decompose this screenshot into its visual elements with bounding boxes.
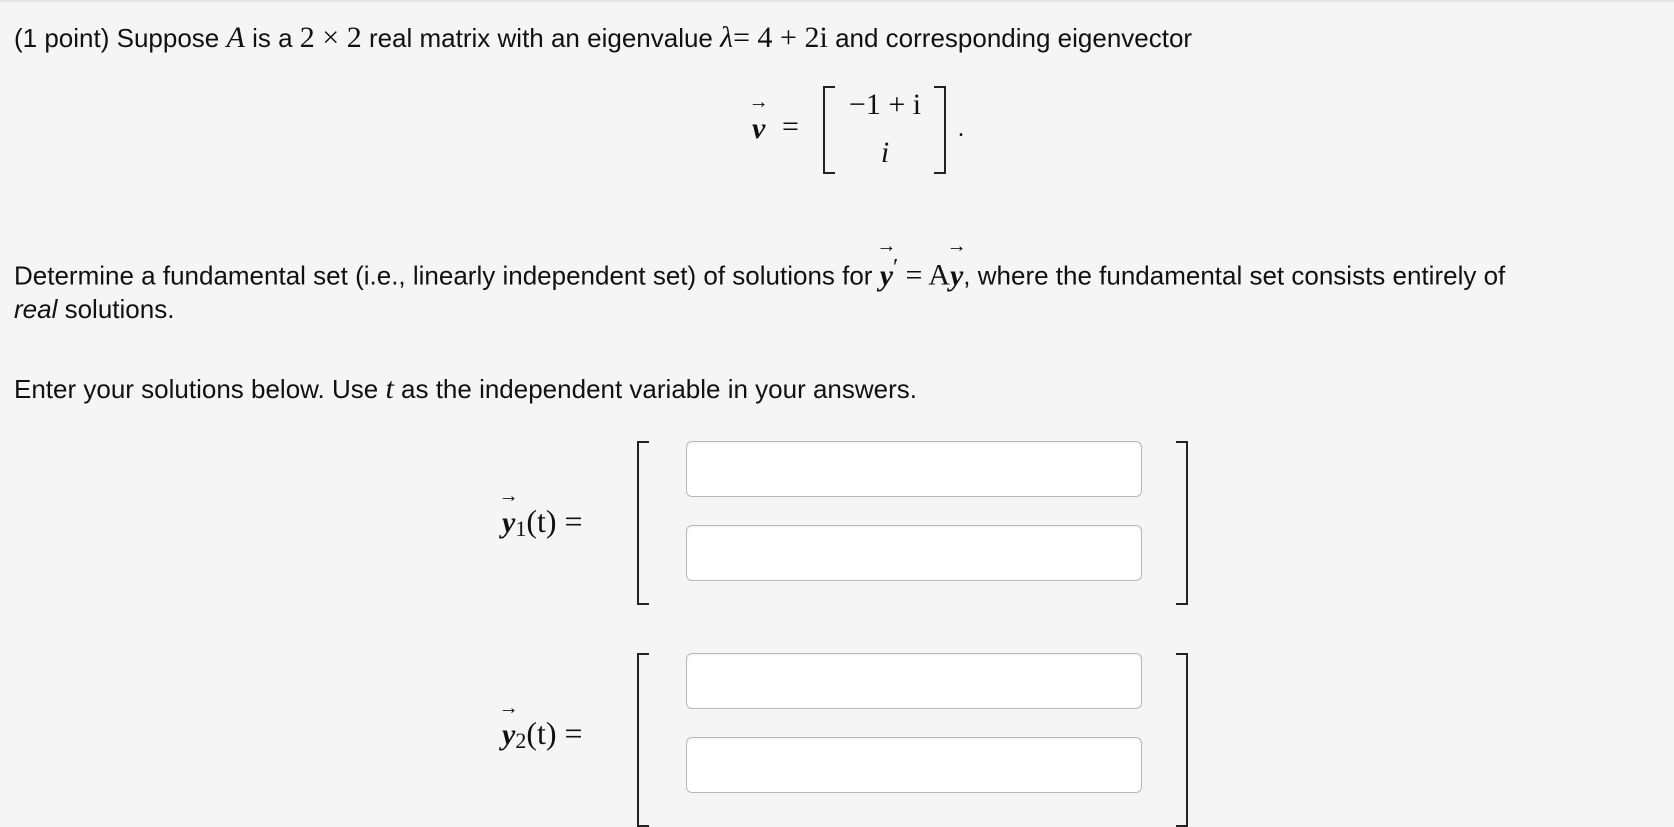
solution-2-right-bracket: [1176, 653, 1188, 827]
solution-2-entry-2-input[interactable]: [686, 737, 1142, 793]
vector-arrow-icon: →: [748, 91, 769, 113]
solution-2-label: → y2(t) =: [498, 697, 583, 753]
top-border: [0, 0, 1674, 2]
solution-1-right-bracket: [1176, 441, 1188, 605]
determine-paragraph-line2: real solutions.: [14, 294, 175, 324]
vector-arrow-icon: →: [876, 234, 897, 257]
points-label: (1 point): [14, 23, 110, 53]
equals-sign: =: [782, 110, 799, 143]
period: .: [958, 116, 964, 142]
solution-1-left-bracket: [637, 441, 649, 605]
y-vector-symbol: → y: [946, 234, 967, 292]
vector-entry-2: i: [880, 136, 890, 169]
determine-paragraph: Determine a fundamental set (i.e., linearly independent set) of solutions for → y′ = A → y, where the fundamental set consists entirely of: [14, 248, 1505, 296]
solution-2-entry-1-input[interactable]: [686, 653, 1142, 709]
solution-1-label: → y1(t) =: [498, 485, 583, 541]
problem-statement: (1 point) Suppose A is a 2 × 2 real matrix with an eigenvalue λ= 4 + 2i and corresponding eigenvector: [14, 21, 1193, 54]
solution-2-left-bracket: [637, 653, 649, 827]
y-vector-symbol: → y: [876, 234, 897, 292]
matrix-dims: 2 × 2: [299, 21, 362, 54]
instructions: Enter your solutions below. Use t as the independent variable in your answers.: [14, 372, 918, 405]
real-emphasis: real: [14, 294, 58, 324]
vector-entry-1: −1 + i: [848, 88, 922, 121]
solution-1-entry-2-input[interactable]: [686, 525, 1142, 581]
right-bracket: [934, 86, 946, 174]
matrix-symbol: A: [226, 21, 245, 54]
vector-arrow-icon: →: [498, 485, 519, 507]
equation-middle: = A: [905, 258, 950, 292]
variable-t: t: [385, 372, 394, 405]
lambda-symbol: λ: [720, 21, 734, 54]
vector-v-symbol: → v: [748, 91, 769, 145]
vector-arrow-icon: →: [946, 234, 967, 257]
solution-1-entry-1-input[interactable]: [686, 441, 1142, 497]
vector-arrow-icon: →: [498, 697, 519, 719]
eigenvalue: = 4 + 2i: [733, 21, 828, 54]
